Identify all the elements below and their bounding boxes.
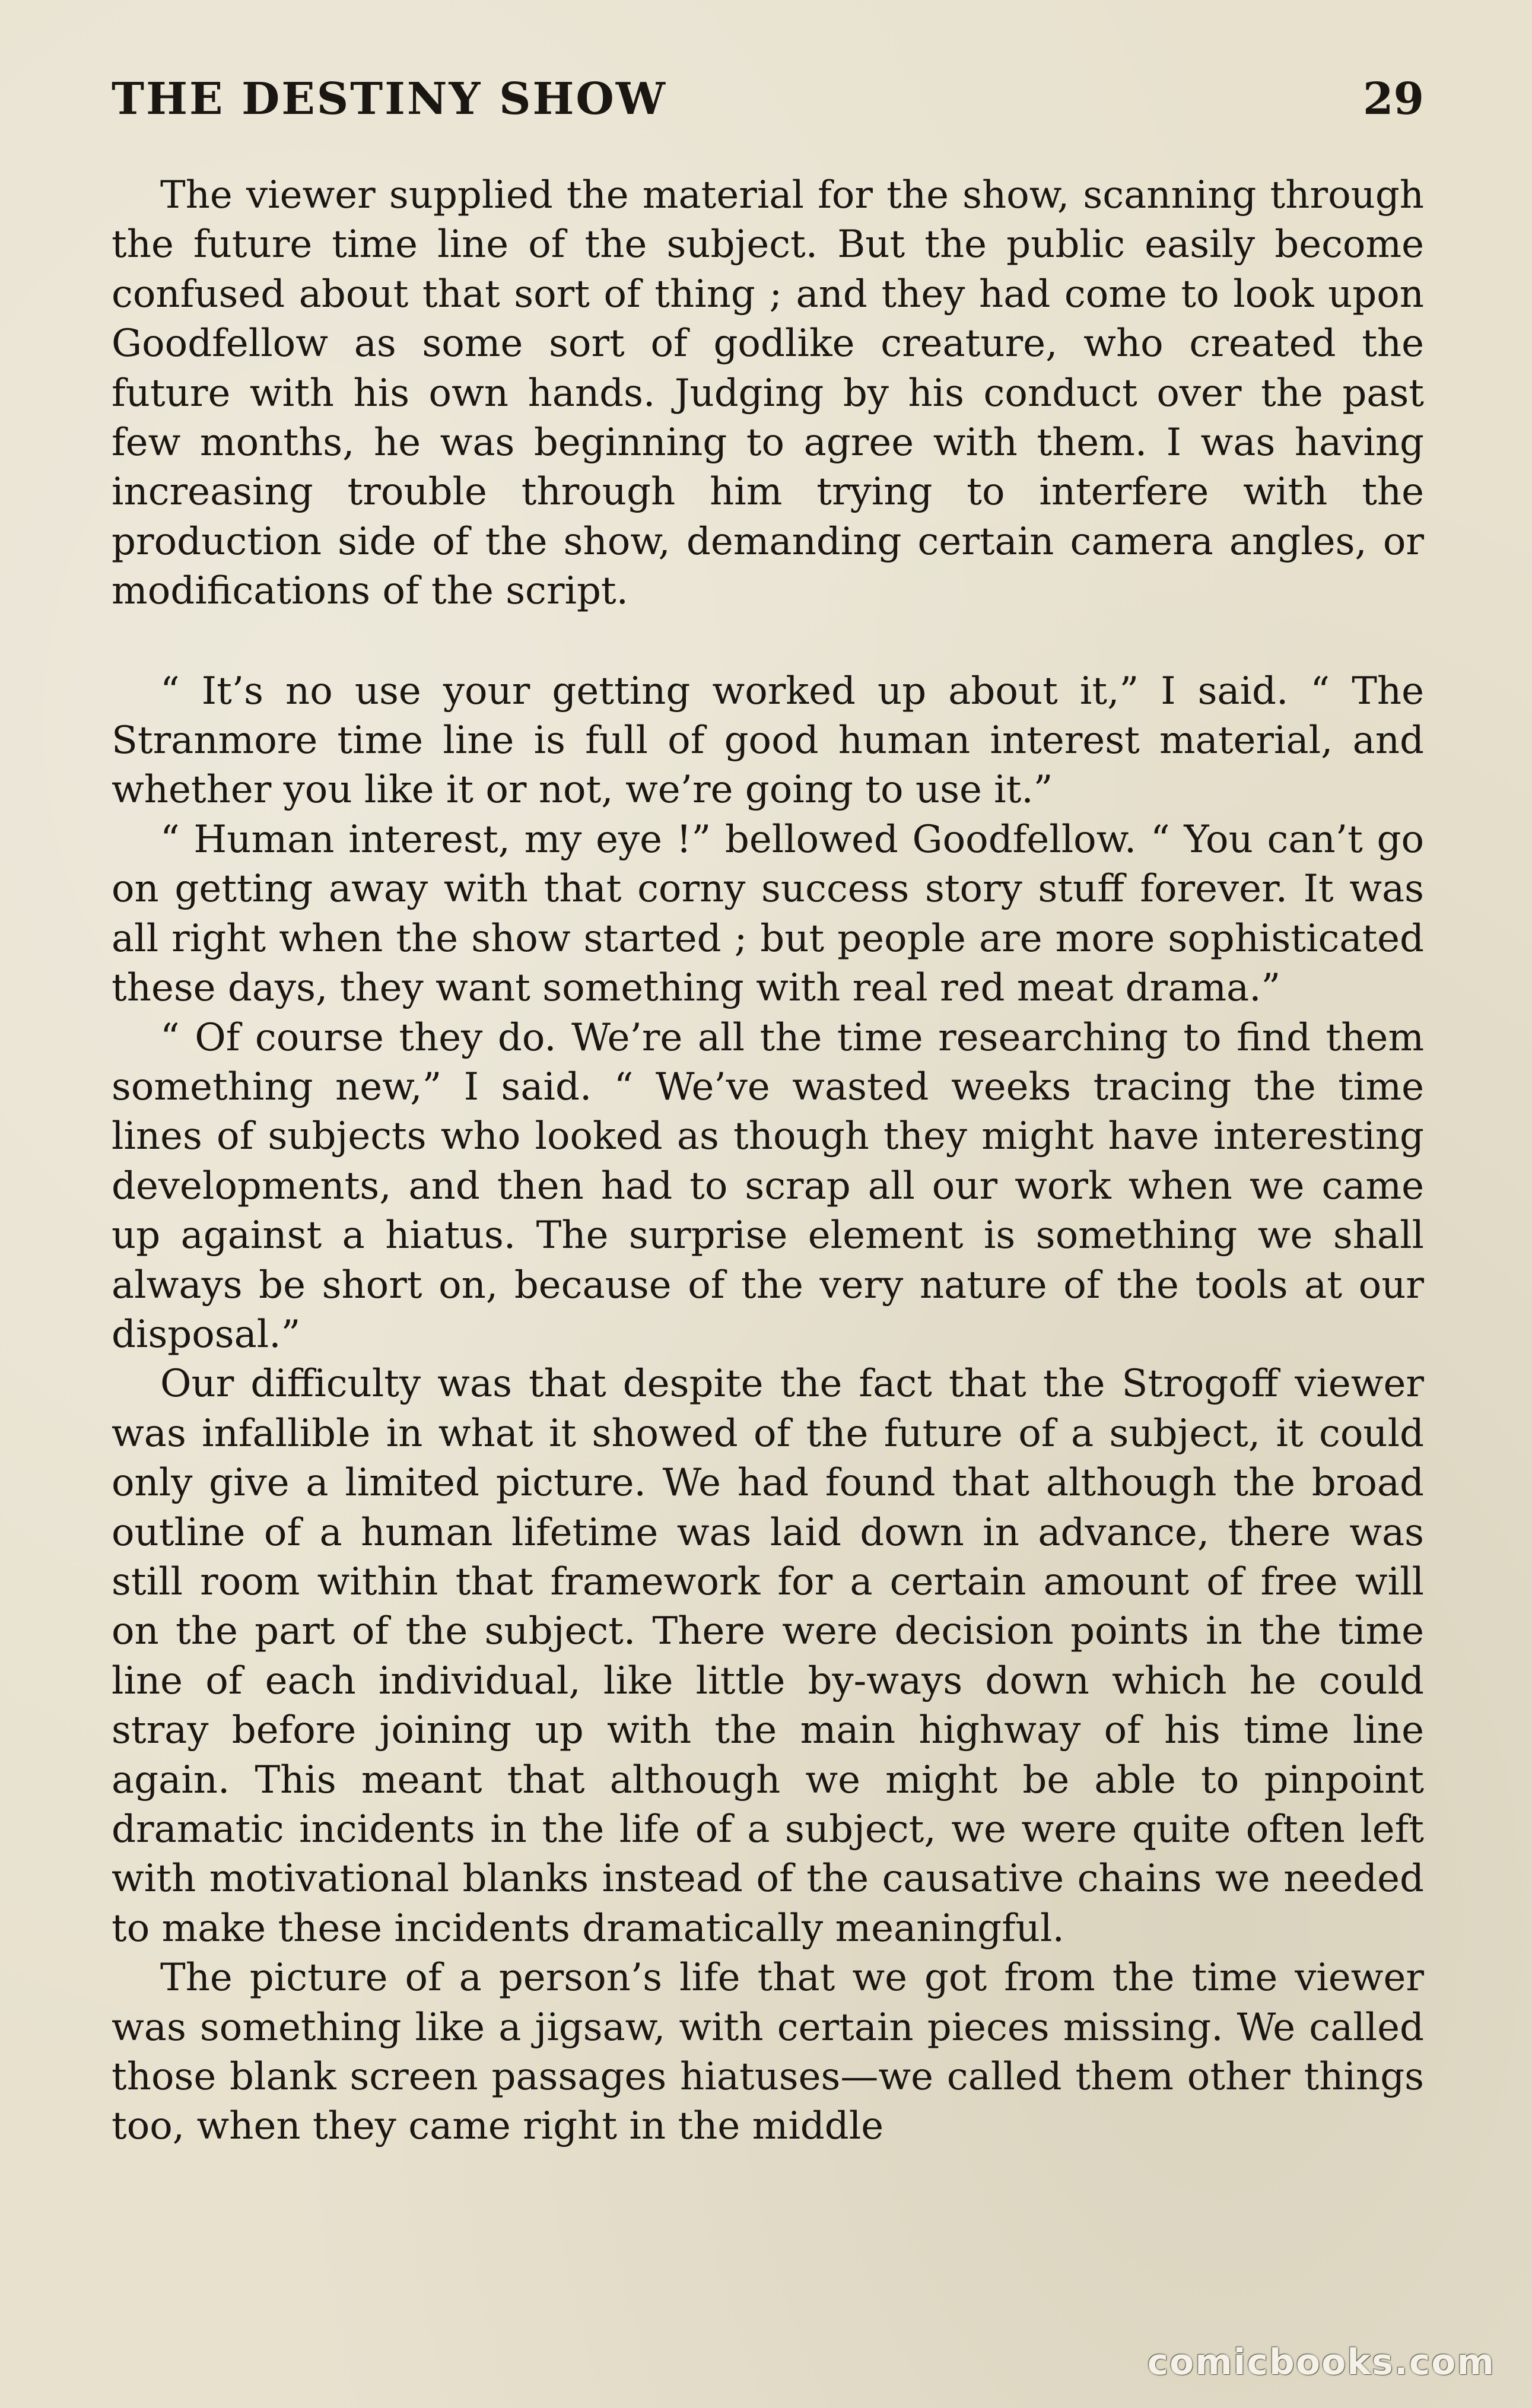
paragraph-5: Our difficulty was that despite the fact that the Strogoff viewer was infallible in what it showed of the future of a subject, it could only give a limited picture. We had found that although the broad outline of a human lifetime was laid down in advance, there was still room within that framework for a certain amount of free will on the part of the subject. There were decision points in the time line of each individual, like little by-ways down which he could stray before joining up with the main highway of his time line again. This meant that although we might be able to pinpoint dramatic incidents in the life of a subject, we were quite often left with motivational blanks instead of the causative chains we needed to make these incidents dramatically meaningful.	[112, 1362, 1424, 1950]
body-text	[112, 171, 1424, 2152]
watermark-logo: comicbooks.com	[1147, 2342, 1495, 2383]
paragraph-2: “ It’s no use your getting worked up about it,” I said. “ The Stranmore time line is full of good human interest material, and whether you like it or not, we’re going to use it.”	[112, 669, 1424, 812]
page-header	[112, 66, 1424, 132]
paragraph-1: The viewer supplied the material for the show, scanning through the future time line of the subject. But the public easily become confused about that sort of thing ; and they had come to look upon Goodfellow as some sort of godlike creature, who created the future with his own hands. Judging by his conduct over the past few months, he was beginning to agree with them. I was having increasing trouble through him trying to interfere with the production side of the show, demanding certain camera angles, or modifications of the script.	[112, 173, 1424, 614]
paragraph-4: “ Of course they do. We’re all the time researching to find them something new,” I said. “ We’ve wasted weeks tracing the time lines of subjects who looked as though they might have interesting developments, and then had to scrap all our work when we came up against a hiatus. The surprise element is something we shall always be short on, because of the very nature of the tools at our disposal.”	[112, 1015, 1424, 1357]
running-title: THE DESTINY SHOW	[112, 74, 667, 125]
paragraph-6: The picture of a person’s life that we got from the time viewer was something like a jigsaw, with certain pieces missing. We called those blank screen passages hiatuses—we called them other things too, when they came right in the middle	[112, 1956, 1424, 2149]
section-gap	[112, 617, 1424, 667]
paragraph-3: “ Human interest, my eye !” bellowed Goodfellow. “ You can’t go on getting away with that corny success story stuff forever. It was all right when the show started ; but people are more sophisticated these days, they want something with real red meat drama.”	[112, 817, 1424, 1011]
page-number: 29	[1363, 74, 1424, 125]
